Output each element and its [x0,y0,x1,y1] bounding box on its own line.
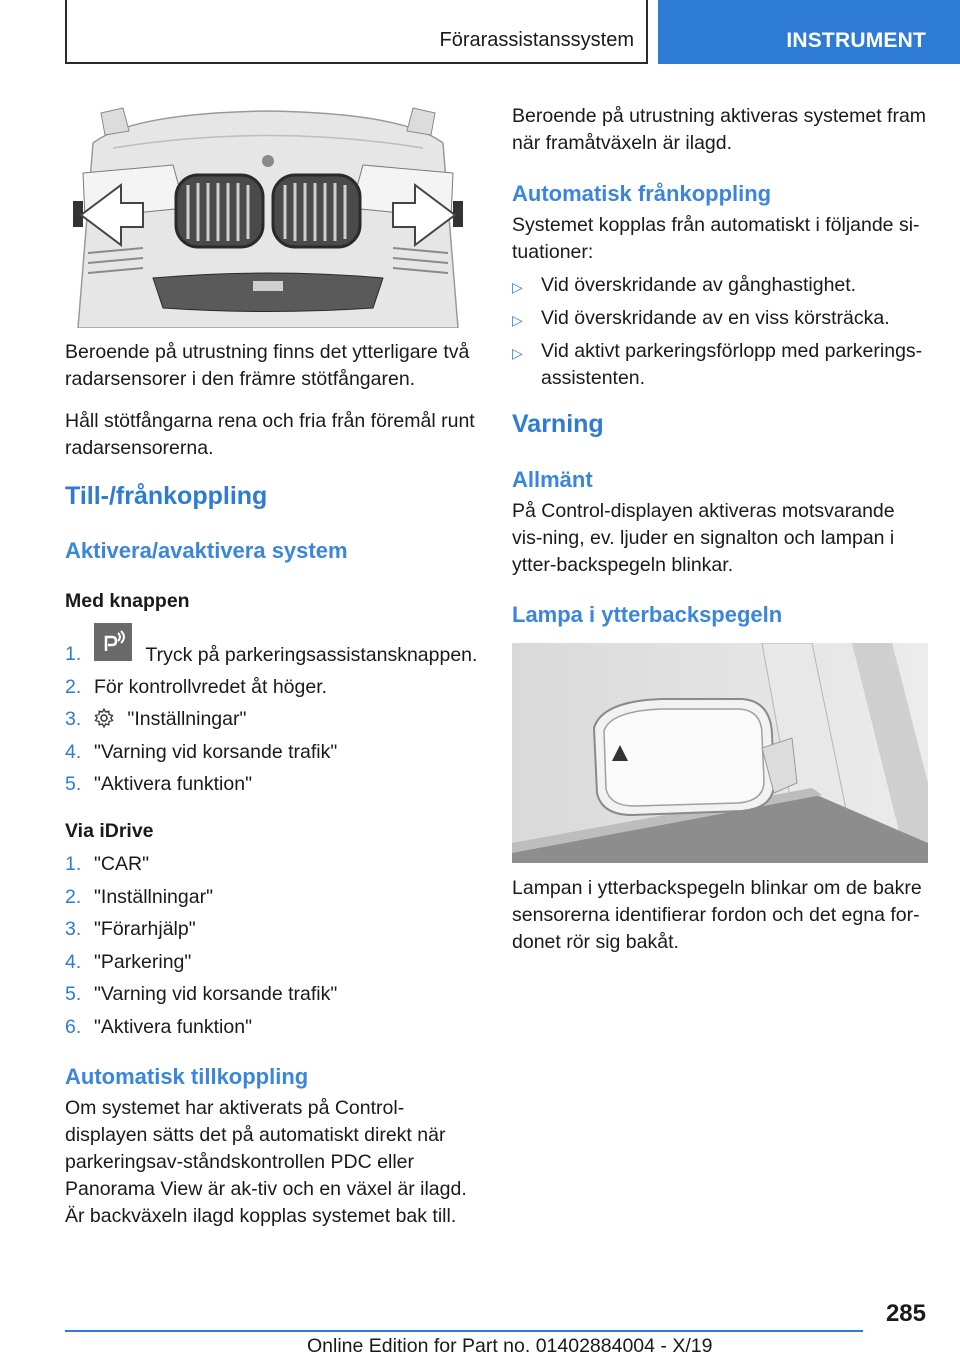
triangle-bullet-icon: ▷ [512,279,523,295]
list-item [65,674,485,707]
step-text: "CAR" [94,853,150,875]
triangle-bullet-icon: ▷ [512,312,523,328]
step-text: "Inställningar" [94,885,213,908]
forward-text: Beroende på utrustning aktiveras systemet fram när framåtväxeln är ilagd. [512,105,927,154]
heading-activate: Aktivera/avaktivera system [65,538,348,563]
idrive-steps-list [65,851,485,1046]
condition-text: Vid aktivt parkeringsförlopp med parkerings-assistenten. [541,340,923,389]
step-number: 2. [65,885,82,908]
step-text: "Aktivera funktion" [94,773,252,795]
step-number: 5. [65,983,82,1005]
step-number: 1. [65,643,82,665]
step-number: 4. [65,950,82,973]
condition-text: Vid överskridande av en viss körsträcka. [541,307,890,329]
heading-mirror-lamp: Lampa i ytterbackspegeln [512,602,783,627]
list-item [65,1014,485,1047]
heading-with-button: Med knappen [65,590,190,612]
header-chapter-title: INSTRUMENT [786,29,926,52]
reverse-gear-text: Är backväxeln ilagd kopplas systemet bak till. [65,1205,457,1227]
step-number: 3. [65,918,82,940]
step-text: För kontrollvredet åt höger. [94,675,328,698]
car-caption: Beroende på utrustning finns det ytterligare två radarsensorer i den främre stötfångaren. [65,341,470,390]
condition-text: Vid överskridande av gånghastighet. [541,274,857,296]
list-item [65,884,485,917]
step-text: Tryck på parkeringsassistansknappen. [145,644,478,666]
list-item [65,981,485,1014]
gear-icon [94,708,114,728]
list-item [65,771,485,804]
footer-divider [65,1330,863,1332]
header-section-title: Förarassistanssystem [439,29,634,51]
mirror-lamp-illustration [512,643,928,863]
step-number: 5. [65,773,82,795]
list-item [65,739,485,772]
page-number: 285 [885,1300,926,1327]
step-number: 3. [65,708,82,730]
list-item [65,949,485,982]
car-front-illustration [73,103,463,328]
general-text: På Control-displayen aktiveras motsvarande vis-ning, ev. ljuder en signalton och lampan i ytter-backspegeln blinkar. [512,500,895,576]
heading-auto-on: Automatisk tillkoppling [65,1064,309,1089]
auto-off-text: Systemet kopplas från automatiskt i följande si-tuationer: [512,214,920,263]
auto-off-conditions [512,272,930,398]
step-text: "Förarhjälp" [94,918,196,940]
list-item [65,916,485,949]
keep-clean-text: Håll stötfångarna rena och fria från föremål runt radarsensorerna. [65,410,475,459]
header-chapter-tab [658,0,960,64]
list-item [512,305,930,332]
step-number: 2. [65,675,82,698]
list-item [512,272,930,299]
step-number: 4. [65,740,82,763]
list-item [65,851,485,884]
list-item [512,338,930,392]
mirror-lamp-caption: Lampan i ytterbackspegeln blinkar om de bakre sensorerna identifierar fordon och det egna for-donet rör sig bakåt. [512,877,922,953]
list-item [65,706,485,739]
heading-on-off: Till-/frånkoppling [65,482,268,510]
step-text: "Inställningar" [127,708,247,730]
heading-general: Allmänt [512,467,593,492]
footer-edition: Online Edition for Part no. 01402884004 - X/19 [307,1335,713,1357]
step-text: "Parkering" [94,950,192,973]
header-section-box [65,0,648,64]
button-steps-list [65,641,485,804]
heading-warning: Varning [512,410,604,438]
auto-on-text: Om systemet har aktiverats på Control-displayen sätts det på automatiskt direkt när parkeringsav-ståndskontrollen PDC eller Panorama View är ak-tiv och en växel är ilagd. [65,1097,467,1200]
step-number: 1. [65,853,82,875]
step-number: 6. [65,1015,82,1038]
heading-via-idrive: Via iDrive [65,820,154,842]
parking-assist-button-icon [94,623,132,661]
heading-auto-off: Automatisk frånkoppling [512,181,772,206]
step-text: "Varning vid korsande trafik" [94,740,338,763]
list-item [65,641,485,674]
triangle-bullet-icon: ▷ [512,345,523,361]
step-text: "Varning vid korsande trafik" [94,983,338,1005]
step-text: "Aktivera funktion" [94,1015,252,1038]
